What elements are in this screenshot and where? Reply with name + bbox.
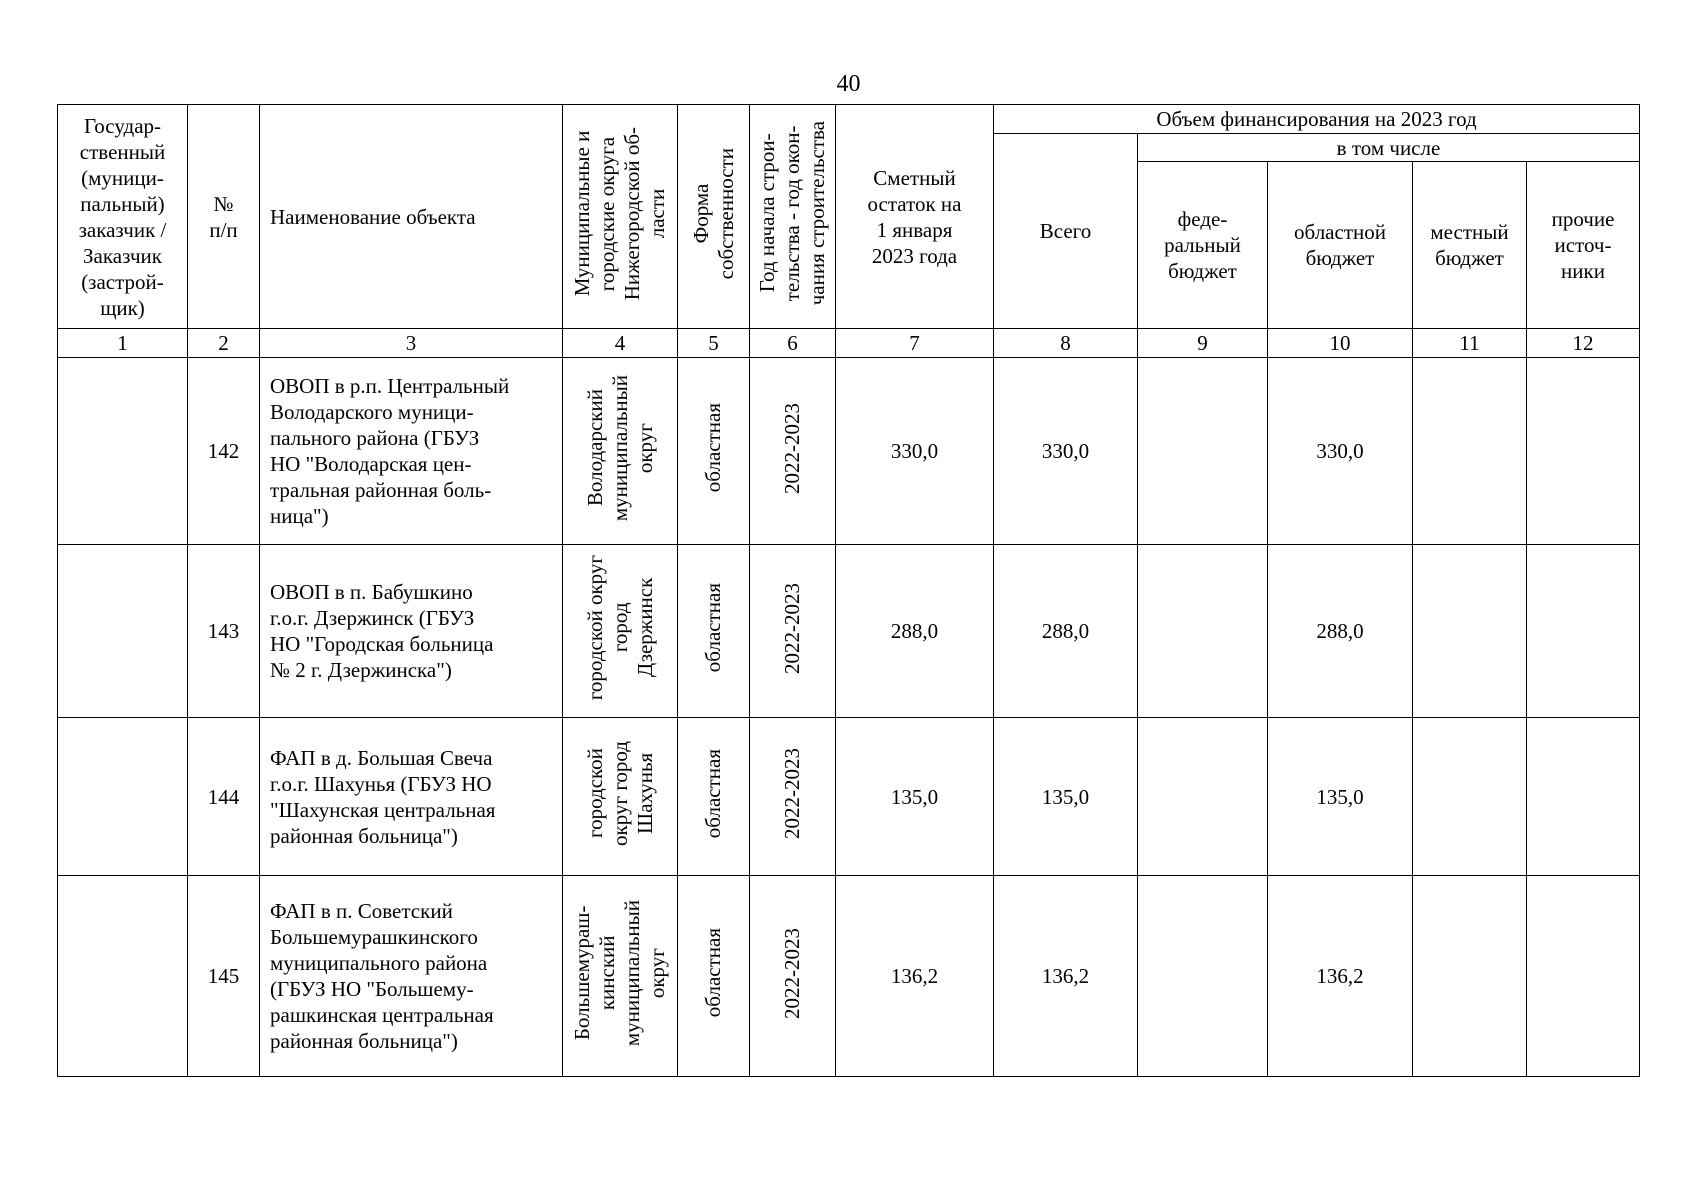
table-row — [58, 545, 1640, 718]
column-number: 7 — [836, 329, 994, 358]
header-federal: феде- ральный бюджет — [1138, 162, 1268, 329]
row-object-name: ФАП в д. Большая Свеча г.о.г. Шахунья (ГБУЗ НО "Шахунская центральная районная больница") — [260, 718, 563, 876]
column-number: 12 — [1527, 329, 1640, 358]
header-no: № п/п — [188, 105, 260, 329]
row-local — [1413, 545, 1527, 718]
row-customer — [58, 718, 188, 876]
row-municipality-text: Володарский муниципальный округ — [582, 374, 657, 522]
row-other — [1527, 718, 1640, 876]
header-regional: областной бюджет — [1268, 162, 1413, 329]
header-customer: Государ- ственный (муници- пальный) заказчик / Заказчик (застрой- щик) — [58, 105, 188, 329]
page-number: 40 — [836, 71, 861, 97]
row-total: 136,2 — [994, 876, 1138, 1077]
header-total: Всего — [994, 134, 1138, 329]
row-municipality-text: городской округ город Шахунья — [582, 741, 657, 846]
column-number: 3 — [260, 329, 563, 358]
header-municipality-text: Муниципальные и городские округа Нижегородской об- ласти — [570, 126, 669, 301]
row-municipality — [563, 545, 678, 718]
row-ownership-text: областная — [701, 583, 725, 673]
row-years-text: 2022-2023 — [780, 927, 804, 1019]
row-estimate: 330,0 — [836, 358, 994, 545]
row-local — [1413, 876, 1527, 1077]
row-ownership-text: областная — [701, 928, 725, 1018]
row-customer — [58, 545, 188, 718]
column-number: 11 — [1413, 329, 1527, 358]
financing-table — [57, 104, 1640, 1077]
row-regional: 330,0 — [1268, 358, 1413, 545]
header-municipality — [563, 105, 678, 329]
row-years — [750, 876, 836, 1077]
row-no: 143 — [188, 545, 260, 718]
row-local — [1413, 718, 1527, 876]
row-estimate: 288,0 — [836, 545, 994, 718]
row-local — [1413, 358, 1527, 545]
header-including: в том числе — [1138, 134, 1640, 162]
row-years-text: 2022-2023 — [780, 582, 804, 674]
header-local: местный бюджет — [1413, 162, 1527, 329]
row-ownership — [678, 876, 750, 1077]
table-row — [58, 358, 1640, 545]
column-number: 5 — [678, 329, 750, 358]
row-regional: 136,2 — [1268, 876, 1413, 1077]
column-number: 4 — [563, 329, 678, 358]
column-number: 9 — [1138, 329, 1268, 358]
row-regional: 135,0 — [1268, 718, 1413, 876]
row-ownership-text: областная — [701, 403, 725, 493]
row-total: 330,0 — [994, 358, 1138, 545]
row-municipality-text: городской округ город Дзержинск — [582, 555, 657, 701]
row-other — [1527, 358, 1640, 545]
row-federal — [1138, 358, 1268, 545]
column-number-row — [58, 329, 1640, 358]
column-number: 8 — [994, 329, 1138, 358]
row-municipality-text: Большемураш- кинский муниципальный округ — [570, 899, 669, 1047]
row-no: 142 — [188, 358, 260, 545]
row-total: 135,0 — [994, 718, 1138, 876]
row-other — [1527, 876, 1640, 1077]
column-number: 2 — [188, 329, 260, 358]
header-ownership — [678, 105, 750, 329]
row-municipality — [563, 876, 678, 1077]
row-object-name: ОВОП в р.п. Центральный Володарского муници- пального района (ГБУЗ НО "Володарская цен- тральная районная боль- ница") — [260, 358, 563, 545]
row-years — [750, 718, 836, 876]
column-number: 10 — [1268, 329, 1413, 358]
row-customer — [58, 876, 188, 1077]
row-object-name: ОВОП в п. Бабушкино г.о.г. Дзержинск (ГБУЗ НО "Городская больница № 2 г. Дзержинска") — [260, 545, 563, 718]
row-estimate: 136,2 — [836, 876, 994, 1077]
table-row — [58, 718, 1640, 876]
header-financing: Объем финансирования на 2023 год — [994, 105, 1640, 134]
header-ownership-text: Форма собственности — [688, 147, 738, 280]
row-federal — [1138, 545, 1268, 718]
column-number: 1 — [58, 329, 188, 358]
row-years — [750, 545, 836, 718]
row-no: 144 — [188, 718, 260, 876]
row-ownership — [678, 545, 750, 718]
row-municipality — [563, 718, 678, 876]
row-ownership — [678, 718, 750, 876]
row-years-text: 2022-2023 — [780, 402, 804, 494]
row-total: 288,0 — [994, 545, 1138, 718]
header-object-name: Наименование объекта — [260, 105, 563, 329]
row-customer — [58, 358, 188, 545]
row-object-name: ФАП в п. Советский Большемурашкинского муниципального района (ГБУЗ НО "Большему- рашкинская центральная районная больница") — [260, 876, 563, 1077]
header-years-text: Год начала строи- тельства - год окон- чания строительства — [755, 121, 829, 306]
row-estimate: 135,0 — [836, 718, 994, 876]
row-federal — [1138, 876, 1268, 1077]
row-federal — [1138, 718, 1268, 876]
row-regional: 288,0 — [1268, 545, 1413, 718]
row-years — [750, 358, 836, 545]
row-ownership-text: областная — [701, 748, 725, 839]
table-row — [58, 876, 1640, 1077]
row-ownership — [678, 358, 750, 545]
header-estimate: Сметный остаток на 1 января 2023 года — [836, 105, 994, 329]
row-years-text: 2022-2023 — [780, 748, 804, 839]
row-no: 145 — [188, 876, 260, 1077]
header-years — [750, 105, 836, 329]
row-other — [1527, 545, 1640, 718]
column-number: 6 — [750, 329, 836, 358]
row-municipality — [563, 358, 678, 545]
header-other: прочие источ- ники — [1527, 162, 1640, 329]
